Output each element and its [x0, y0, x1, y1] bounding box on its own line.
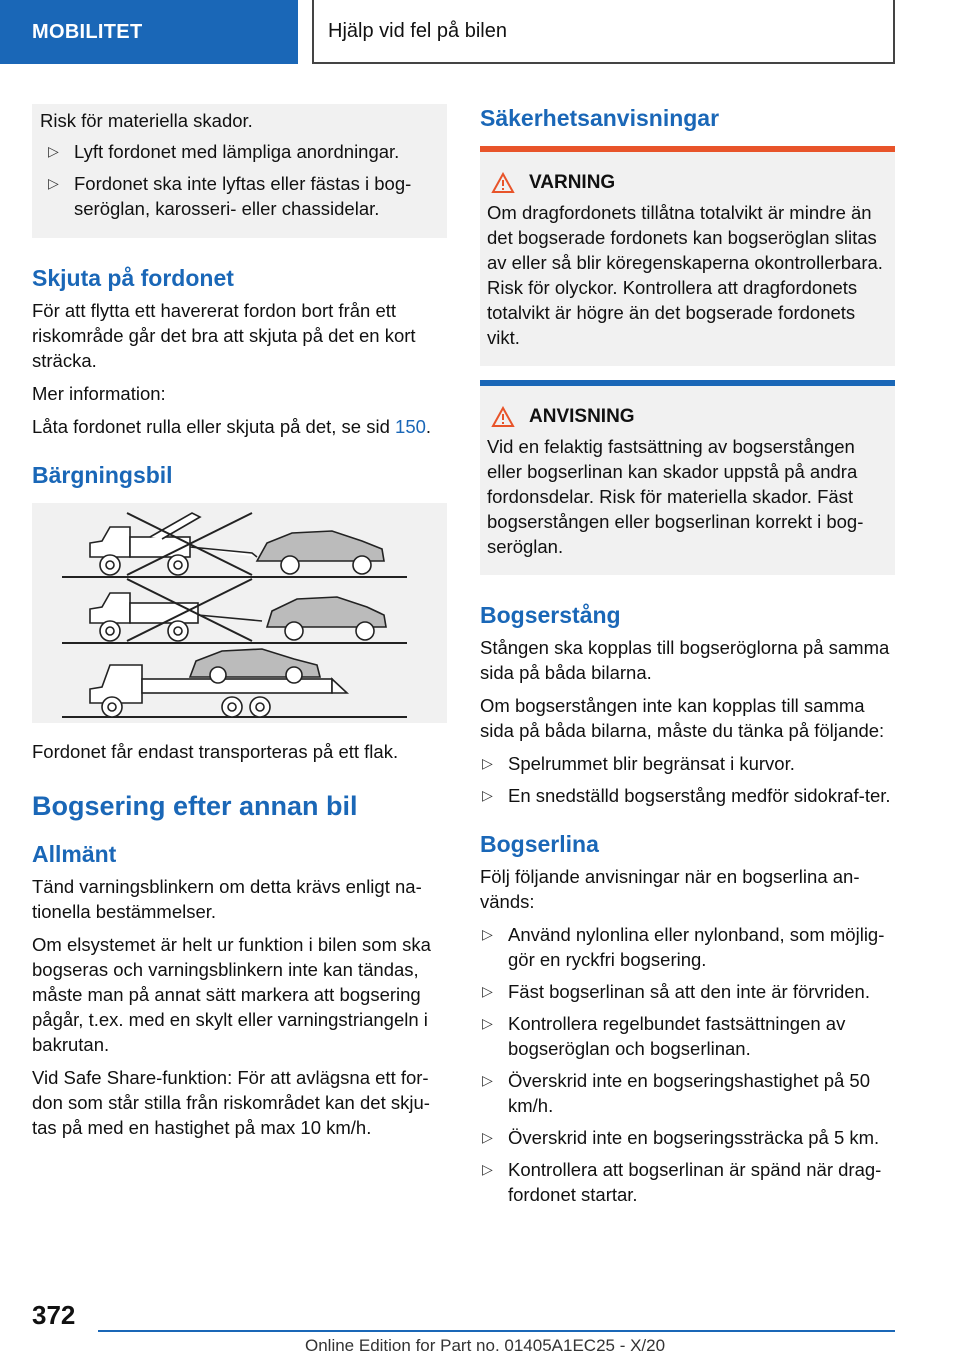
notice-header: ANVISNING: [487, 406, 888, 428]
warning-text: Om dragfordonets tillåtna totalvikt är mindre än det bogserade fordonets kan bogseröglan slitas av eller så blir köregenskaperna okontrollerbara. Risk för olyckor. Kontrollera att dragfordonets totalvikt är högre än det bogserade fordonets vikt.: [487, 202, 883, 348]
tow-bar-list: [480, 751, 895, 808]
tow-rope-paragraph: Följ följande anvisningar när en bogserlina an-vänds:: [480, 866, 860, 912]
warning-box: [480, 152, 895, 366]
list-item: ▷ Lyft fordonet med lämpliga anordningar.: [48, 141, 400, 162]
tow-truck-illustration: [32, 503, 447, 723]
general-paragraph-2: Om elsystemet är helt ur funktion i bilen som ska bogseras och varningsblinkern inte kan tändas, måste man på annat sätt markera att bogsering pågår, t.ex. med en skylt eller varningstriangeln i bakrutan.: [32, 934, 431, 1055]
push-paragraph: För att flytta ett havererat fordon bort från ett riskområde går det bra att skjuta på det en kort sträcka.: [32, 300, 416, 371]
warning-header: VARNING: [487, 172, 888, 194]
towing-heading: Bogsering efter annan bil: [32, 791, 358, 821]
triangle-bullet-icon: ▷: [482, 1072, 493, 1088]
general-heading: Allmänt: [32, 841, 117, 867]
notice-triangle-icon: [491, 406, 515, 428]
list-item: ▷ Överskrid inte en bogseringssträcka på 5 km.: [482, 1127, 880, 1148]
footer-divider: [98, 1330, 895, 1332]
list-item: ▷ En snedställd bogserstång medför sidokraf-ter.: [482, 785, 891, 806]
list-item: ▷ Använd nylonlina eller nylonband, som möjlig-gör en ryckfri bogsering.: [482, 924, 885, 970]
list-item: ▷ Kontrollera att bogserlinan är spänd när drag-fordonet startar.: [482, 1159, 882, 1205]
image-caption: Fordonet får endast transporteras på ett flak.: [32, 741, 399, 762]
triangle-bullet-icon: ▷: [482, 926, 493, 942]
tow-bar-paragraph-2: Om bogserstången inte kan kopplas till samma sida på båda bilarna, måste du tänka på följande:: [480, 695, 885, 741]
general-paragraph-3: Vid Safe Share-funktion: För att avlägsna ett for-don som står stilla från riskområdet kan det skju-tas på med en hastighet på max 10 km/h.: [32, 1067, 430, 1138]
notice-text: Vid en felaktig fastsättning av bogserstången eller bogserlinan kan skador uppstå på andra fordonsdelar. Risk för materiella skador. Fäst bogserstången eller bogserlinan korrekt i bog-seröglan.: [487, 436, 864, 557]
triangle-bullet-icon: ▷: [482, 983, 493, 999]
triangle-bullet-icon: ▷: [482, 755, 493, 771]
general-paragraph-1: Tänd varningsblinkern om detta krävs enligt na-tionella bestämmelser.: [32, 876, 422, 922]
footer-edition: Online Edition for Part no. 01405A1EC25 - X/20: [305, 1336, 666, 1355]
push-heading: Skjuta på fordonet: [32, 265, 234, 291]
section-tab: MOBILITET: [0, 0, 298, 64]
list-item: ▷ Spelrummet blir begränsat i kurvor.: [482, 753, 795, 774]
tow-rope-list: [480, 922, 895, 1207]
list-item: ▷ Överskrid inte en bogseringshastighet på 50 km/h.: [482, 1070, 870, 1116]
triangle-bullet-icon: ▷: [482, 1129, 493, 1145]
triangle-bullet-icon: ▷: [48, 143, 59, 159]
list-item: ▷ Kontrollera regelbundet fastsättningen av bogseröglan och bogserlinan.: [482, 1013, 846, 1059]
push-more-info: Mer information:: [32, 383, 166, 404]
safety-heading: Säkerhetsanvisningar: [480, 105, 720, 131]
list-item: ▷ Fordonet ska inte lyftas eller fästas i bog-seröglan, karosseri- eller chassidelar.: [48, 173, 412, 219]
tow-illustration: [32, 503, 447, 723]
warning-triangle-icon: [491, 172, 515, 194]
triangle-bullet-icon: ▷: [482, 787, 493, 803]
triangle-bullet-icon: ▷: [48, 175, 59, 191]
notice-box: [480, 386, 895, 575]
triangle-bullet-icon: ▷: [482, 1015, 493, 1031]
right-column: [480, 104, 895, 1215]
page-title: Hjälp vid fel på bilen: [312, 0, 895, 64]
tow-bar-paragraph-1: Stången ska kopplas till bogseröglorna på samma sida på båda bilarna.: [480, 637, 890, 683]
intro-box: [32, 104, 447, 238]
page-link[interactable]: 150: [395, 416, 426, 437]
tow-bar-heading: Bogserstång: [480, 602, 621, 628]
page-number: 372: [32, 1300, 76, 1330]
list-item: ▷ Fäst bogserlinan så att den inte är förvriden.: [482, 981, 870, 1002]
push-reference: Låta fordonet rulla eller skjuta på det, se sid 150.: [32, 416, 432, 437]
triangle-bullet-icon: ▷: [482, 1161, 493, 1177]
tow-truck-heading: Bärgningsbil: [32, 462, 173, 488]
tow-rope-heading: Bogserlina: [480, 831, 599, 857]
intro-risk: Risk för materiella skador.: [40, 110, 253, 131]
left-column: [32, 104, 447, 1148]
